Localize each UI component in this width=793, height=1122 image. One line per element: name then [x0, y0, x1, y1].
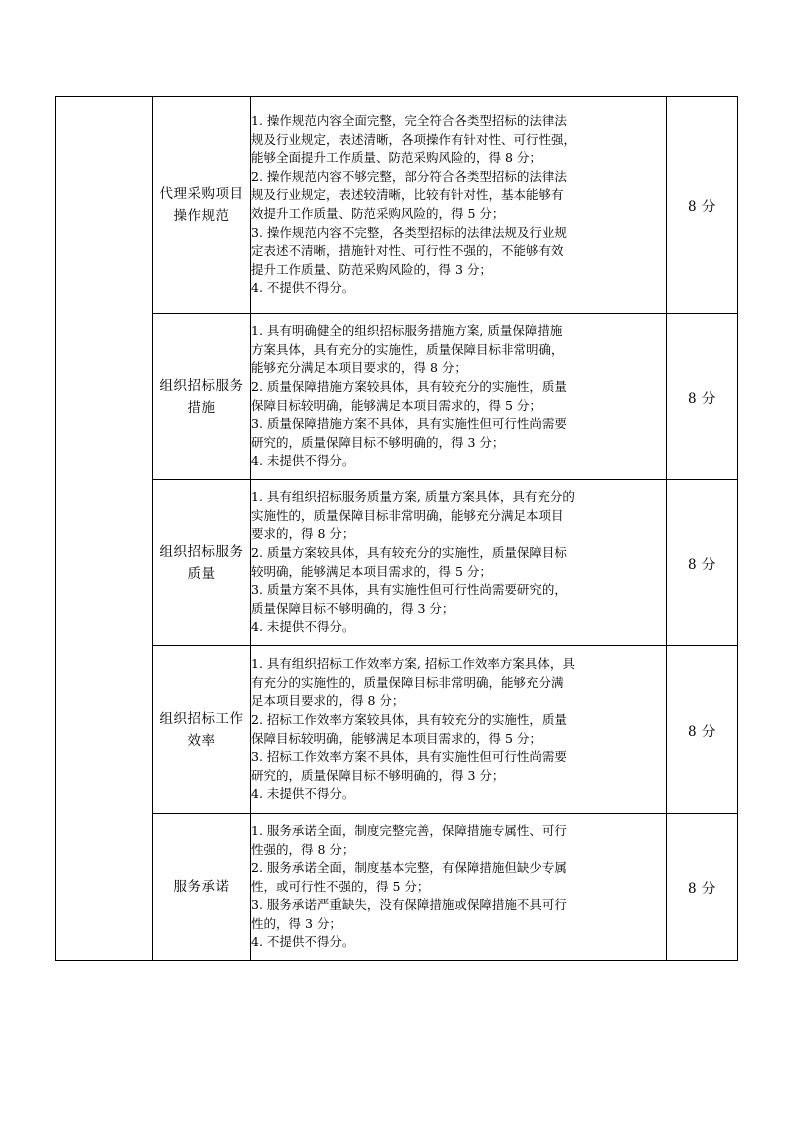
criteria-line: 3. 服务承诺严重缺失，没有保障措施或保障措施不具可行 — [251, 897, 567, 913]
criteria-line: 性，或可行性不强的，得 5 分； — [251, 878, 430, 894]
criteria-line: 实施性的，质量保障目标非常明确，能够充分满足本项目 — [251, 507, 564, 523]
category-cell — [56, 97, 153, 961]
criteria-cell — [251, 814, 667, 961]
item-name-cell: 组织招标工作效率 — [153, 646, 251, 814]
criteria-line: 保障目标较明确，能够满足本项目需求的，得 5 分； — [251, 397, 542, 413]
table-row — [56, 814, 738, 961]
table-row — [56, 314, 738, 480]
criteria-line: 能够全面提升工作质量、防范采购风险的，得 8 分； — [251, 150, 542, 166]
criteria-line: 足本项目要求的，得 8 分； — [251, 693, 405, 709]
criteria-line: 2. 招标工作效率方案较具体，具有较充分的实施性，质量 — [251, 711, 567, 727]
criteria-line: 能够充分满足本项目要求的，得 8 分； — [251, 360, 467, 376]
criteria-cell — [251, 314, 667, 480]
criteria-line: 2. 质量保障措施方案较具体，具有较充分的实施性，质量 — [251, 378, 567, 394]
criteria-line: 2. 服务承诺全面，制度基本完整，有保障措施但缺少专属 — [251, 860, 567, 876]
table-row — [56, 646, 738, 814]
item-name-cell: 组织招标服务措施 — [153, 314, 251, 480]
score-cell: 8 分 — [667, 314, 738, 480]
criteria-line: 效提升工作质量、防范采购风险的，得 5 分； — [251, 206, 505, 221]
table-row — [56, 97, 738, 314]
criteria-line: 1. 具有组织招标服务质量方案, 质量方案具体，具有充分的 — [251, 489, 575, 505]
score-cell: 8 分 — [667, 814, 738, 961]
criteria-line: 有充分的实施性的，质量保障目标非常明确，能够充分满 — [251, 674, 564, 690]
criteria-line: 性的，得 3 分； — [251, 915, 342, 931]
table-row — [56, 480, 738, 646]
criteria-line: 较明确，能够满足本项目需求的，得 5 分； — [251, 563, 492, 579]
criteria-line: 1. 具有组织招标工作效率方案, 招标工作效率方案具体，具 — [251, 656, 575, 672]
criteria-line: 规及行业规定，表述较清晰，比较有针对性，基本能够有 — [251, 187, 564, 203]
criteria-line: 1. 服务承诺全面，制度完整完善，保障措施专属性、可行 — [251, 822, 567, 838]
criteria-cell — [251, 97, 667, 314]
item-name-cell: 服务承诺 — [153, 814, 251, 961]
score-cell: 8 分 — [667, 97, 738, 314]
criteria-line: 研究的，质量保障目标不够明确的，得 3 分； — [251, 434, 505, 450]
criteria-line: 4. 不提供不得分。 — [251, 934, 355, 950]
criteria-line: 1. 具有明确健全的组织招标服务措施方案, 质量保障措施 — [251, 323, 563, 339]
score-cell: 8 分 — [667, 480, 738, 646]
criteria-line: 保障目标较明确，能够满足本项目需求的，得 5 分； — [251, 730, 542, 746]
score-cell: 8 分 — [667, 646, 738, 814]
criteria-line: 质量保障目标不够明确的，得 3 分； — [251, 600, 455, 616]
criteria-line: 4. 不提供不得分。 — [251, 280, 355, 296]
criteria-line: 1. 操作规范内容全面完整，完全符合各类型招标的法律法 — [251, 113, 567, 129]
criteria-line: 4. 未提供不得分。 — [251, 453, 355, 469]
criteria-line: 提升工作质量、防范采购风险的，得 3 分； — [251, 261, 492, 277]
criteria-line: 规及行业规定，表述清晰，各项操作有针对性、可行性强， — [251, 131, 577, 147]
criteria-line: 4. 未提供不得分。 — [251, 619, 355, 635]
criteria-line: 3. 质量保障措施方案不具体，具有实施性但可行性尚需要 — [251, 416, 567, 432]
criteria-line: 3. 质量方案不具体，具有实施性但可行性尚需要研究的， — [251, 582, 567, 598]
criteria-cell — [251, 480, 667, 646]
criteria-line: 定表述不清晰，措施针对性、可行性不强的，不能够有效 — [251, 243, 564, 259]
criteria-line: 方案具体，具有充分的实施性，质量保障目标非常明确， — [251, 341, 564, 357]
criteria-line: 性强的，得 8 分； — [251, 841, 355, 857]
item-name-cell: 组织招标服务质量 — [153, 480, 251, 646]
criteria-cell — [251, 646, 667, 814]
criteria-line: 2. 操作规范内容不够完整，部分符合各类型招标的法律法 — [251, 168, 567, 184]
scoring-table — [55, 96, 738, 961]
criteria-line: 3. 招标工作效率方案不具体，具有实施性但可行性尚需要 — [251, 749, 567, 765]
criteria-line: 研究的，质量保障目标不够明确的，得 3 分； — [251, 767, 505, 783]
item-name-cell: 代理采购项目操作规范 — [153, 97, 251, 314]
criteria-line: 要求的，得 8 分； — [251, 526, 355, 542]
criteria-line: 2. 质量方案较具体，具有较充分的实施性，质量保障目标 — [251, 544, 567, 560]
criteria-line: 4. 未提供不得分。 — [251, 786, 355, 802]
criteria-line: 3. 操作规范内容不完整，各类型招标的法律法规及行业规 — [251, 224, 567, 240]
